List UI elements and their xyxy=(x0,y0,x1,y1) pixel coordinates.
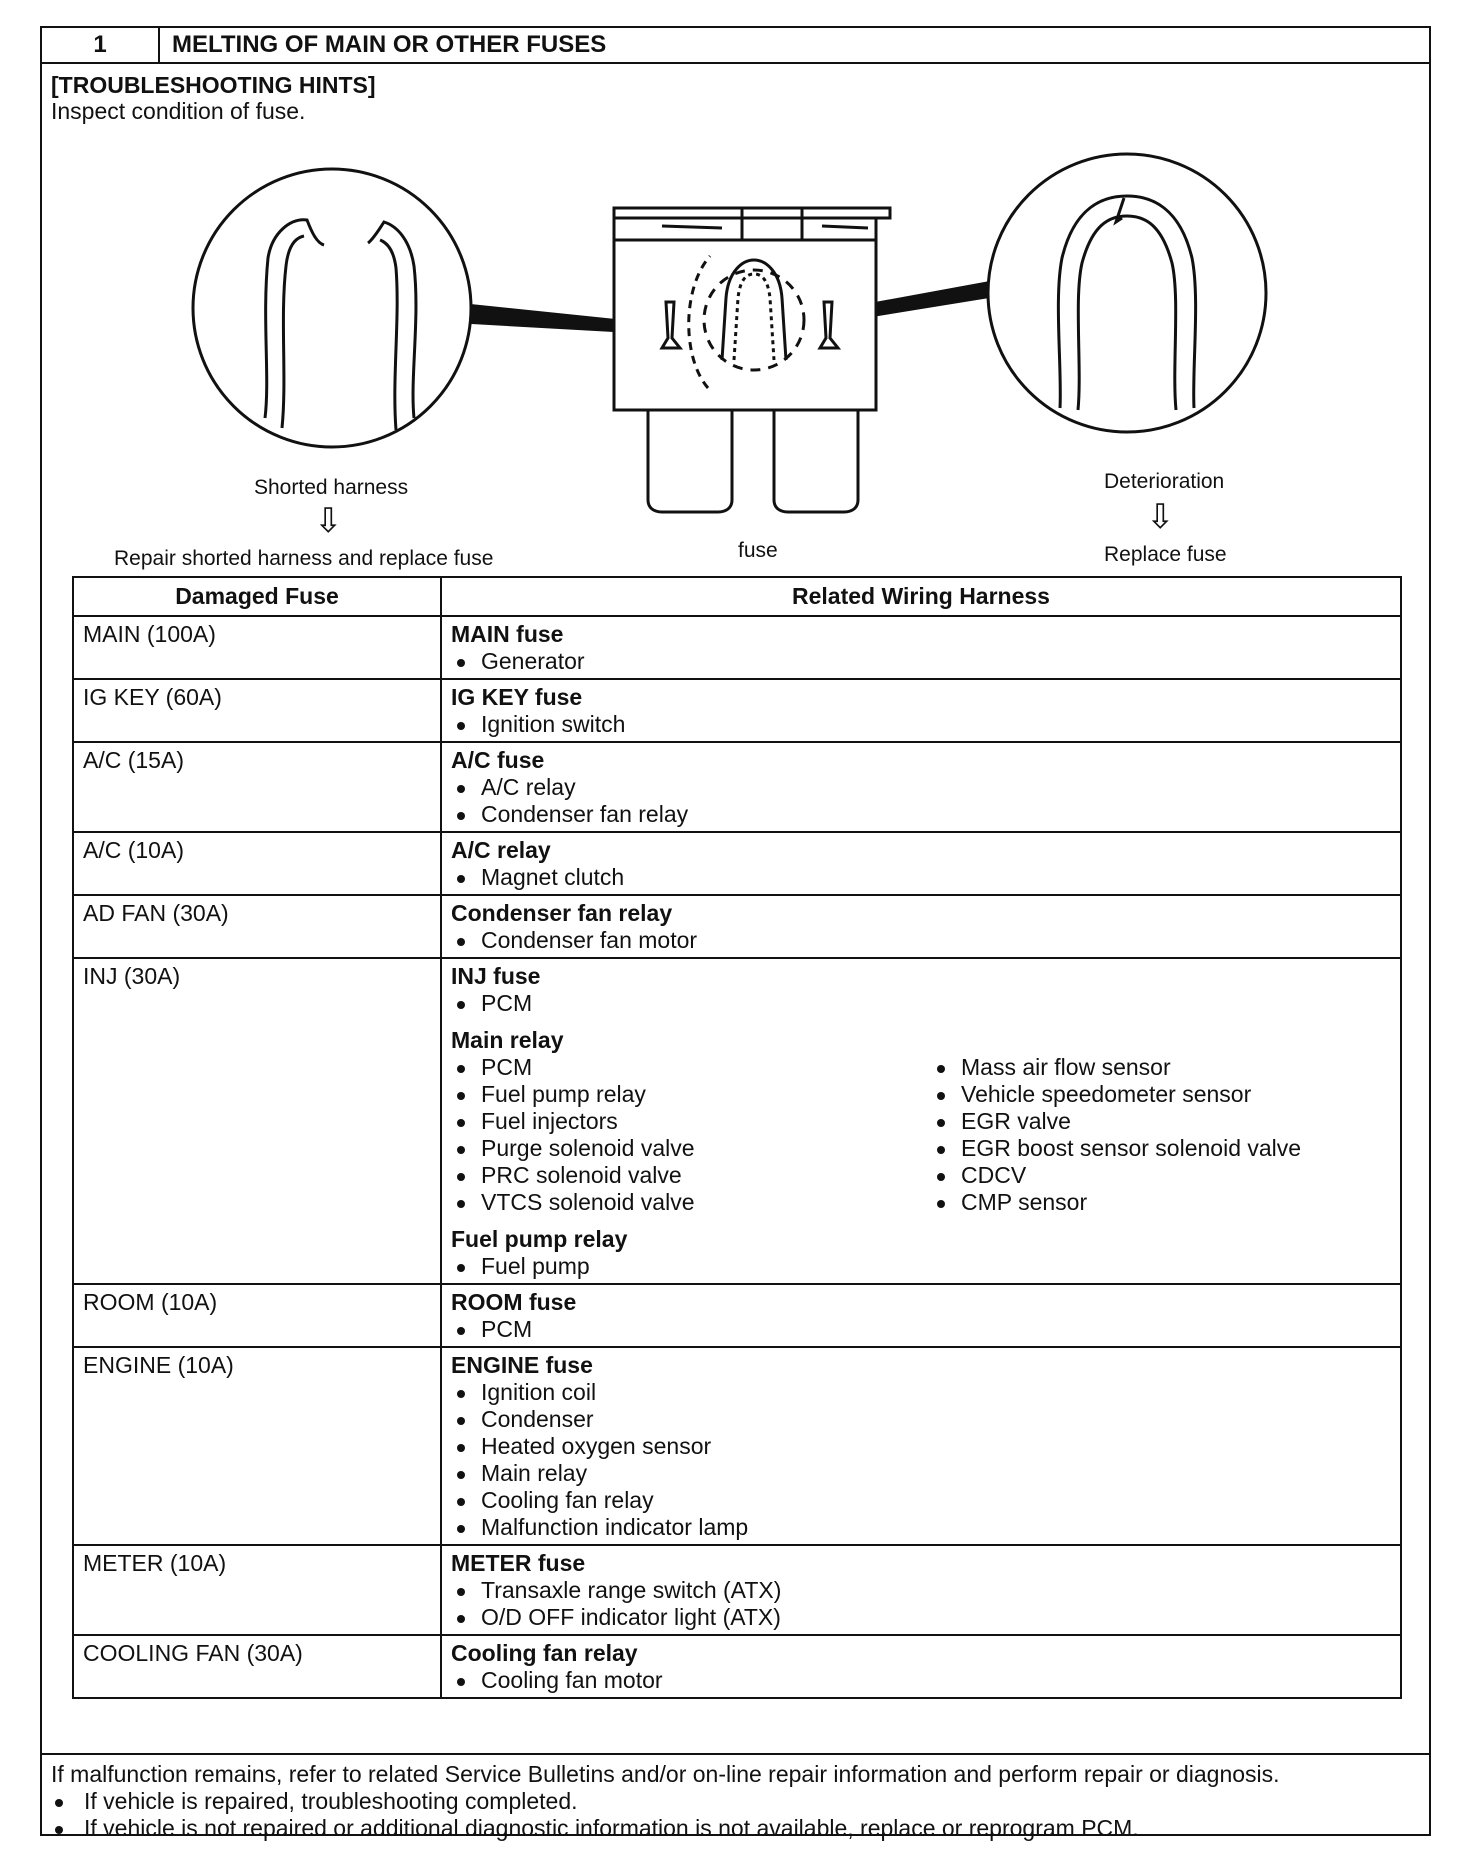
column-header: Damaged Fuse xyxy=(73,577,441,616)
damaged-fuse-cell: ROOM (10A) xyxy=(73,1284,441,1347)
harness-item: Generator xyxy=(451,648,1391,675)
footer-text: If malfunction remains, refer to related Service Bulletins and/or on-line repair information and perform repair or diagnosis. xyxy=(51,1761,1280,1787)
harness-group xyxy=(451,1352,1391,1541)
harness-item: EGR boost sensor solenoid valve xyxy=(931,1135,1411,1162)
harness-item: Ignition coil xyxy=(451,1379,1391,1406)
harness-list xyxy=(451,1379,1391,1541)
related-harness-cell xyxy=(441,832,1401,895)
harness-item: VTCS solenoid valve xyxy=(451,1189,931,1216)
harness-group xyxy=(451,1640,1391,1694)
footer-bullet: If vehicle is repaired, troubleshooting completed. xyxy=(51,1788,1421,1815)
procedure-frame xyxy=(40,26,1431,1841)
fuse-caption: fuse xyxy=(738,539,778,562)
harness-group-title: Main relay xyxy=(451,1027,564,1053)
harness-item: Cooling fan relay xyxy=(451,1487,1391,1514)
table-row xyxy=(73,832,1401,895)
table-header-row xyxy=(73,577,1401,616)
footer-note xyxy=(51,1761,1421,1842)
table-row xyxy=(73,895,1401,958)
step-number: 1 xyxy=(42,28,160,62)
damaged-fuse-cell: A/C (10A) xyxy=(73,832,441,895)
table-row xyxy=(73,958,1401,1284)
harness-group xyxy=(451,900,1391,954)
step-title: MELTING OF MAIN OR OTHER FUSES xyxy=(172,31,607,58)
related-harness-cell xyxy=(441,679,1401,742)
harness-group-title: IG KEY fuse xyxy=(451,684,583,710)
harness-list xyxy=(451,774,1391,828)
shorted-harness-caption: Shorted harness xyxy=(254,476,409,499)
related-harness-cell xyxy=(441,742,1401,832)
harness-group xyxy=(451,1550,1391,1631)
step-header xyxy=(42,28,1429,64)
harness-group-title: Cooling fan relay xyxy=(451,1640,638,1666)
harness-list xyxy=(451,648,1391,675)
related-harness-cell xyxy=(441,1347,1401,1545)
fuse-illustration xyxy=(42,148,1433,588)
harness-group-title: METER fuse xyxy=(451,1550,586,1576)
damaged-fuse-cell: A/C (15A) xyxy=(73,742,441,832)
damaged-fuse-cell: METER (10A) xyxy=(73,1545,441,1635)
footer-bullet: If vehicle is not repaired or additional diagnostic information is not available, replace or reprogram PCM. xyxy=(51,1815,1421,1842)
deterioration-caption: Deterioration xyxy=(1104,470,1225,493)
harness-group-title: A/C fuse xyxy=(451,747,545,773)
harness-item: Heated oxygen sensor xyxy=(451,1433,1391,1460)
repair-action-caption: Repair shorted harness and replace fuse xyxy=(114,547,494,570)
harness-list xyxy=(451,1316,1391,1343)
table-row xyxy=(73,616,1401,679)
harness-list xyxy=(451,1577,1391,1631)
harness-two-column-list xyxy=(451,1054,1391,1216)
damaged-fuse-cell: ENGINE (10A) xyxy=(73,1347,441,1545)
harness-item: Fuel pump xyxy=(451,1253,1391,1280)
harness-item: Fuel injectors xyxy=(451,1108,931,1135)
harness-group-title: INJ fuse xyxy=(451,963,541,989)
harness-group xyxy=(451,747,1391,828)
harness-group xyxy=(451,837,1391,891)
table-row xyxy=(73,1635,1401,1698)
fuse-diagram xyxy=(42,148,1433,588)
harness-group xyxy=(451,621,1391,675)
harness-item: PRC solenoid valve xyxy=(451,1162,931,1189)
down-arrow-icon: ⇩ xyxy=(1146,498,1175,536)
harness-group-title: MAIN fuse xyxy=(451,621,564,647)
harness-item: Transaxle range switch (ATX) xyxy=(451,1577,1391,1604)
related-harness-cell xyxy=(441,895,1401,958)
harness-group xyxy=(451,1289,1391,1343)
harness-group xyxy=(451,963,1391,1017)
damaged-fuse-cell: COOLING FAN (30A) xyxy=(73,1635,441,1698)
harness-item: Condenser fan relay xyxy=(451,801,1391,828)
harness-item: EGR valve xyxy=(931,1108,1411,1135)
harness-item: Main relay xyxy=(451,1460,1391,1487)
harness-item: O/D OFF indicator light (ATX) xyxy=(451,1604,1391,1631)
harness-group xyxy=(451,1226,1391,1280)
replace-action-caption: Replace fuse xyxy=(1104,543,1227,566)
harness-list xyxy=(451,864,1391,891)
footer-divider xyxy=(42,1753,1429,1755)
table-row xyxy=(73,1284,1401,1347)
harness-item: Mass air flow sensor xyxy=(931,1054,1411,1081)
related-harness-cell xyxy=(441,958,1401,1284)
table-row xyxy=(73,1347,1401,1545)
table-row xyxy=(73,679,1401,742)
hints-title: [TROUBLESHOOTING HINTS] xyxy=(51,72,376,98)
related-harness-cell xyxy=(441,1635,1401,1698)
harness-item: CDCV xyxy=(931,1162,1411,1189)
related-harness-cell xyxy=(441,1545,1401,1635)
damaged-fuse-cell: IG KEY (60A) xyxy=(73,679,441,742)
harness-item: Fuel pump relay xyxy=(451,1081,931,1108)
related-harness-cell xyxy=(441,616,1401,679)
harness-list xyxy=(451,711,1391,738)
harness-item: A/C relay xyxy=(451,774,1391,801)
harness-item: Malfunction indicator lamp xyxy=(451,1514,1391,1541)
harness-item: Vehicle speedometer sensor xyxy=(931,1081,1411,1108)
related-harness-cell xyxy=(441,1284,1401,1347)
harness-list xyxy=(451,1667,1391,1694)
harness-list xyxy=(931,1054,1411,1216)
harness-list xyxy=(451,1054,931,1216)
down-arrow-icon: ⇩ xyxy=(314,502,343,540)
harness-group xyxy=(451,1027,1391,1216)
harness-item: Condenser xyxy=(451,1406,1391,1433)
harness-group-title: ROOM fuse xyxy=(451,1289,577,1315)
damaged-fuse-cell: AD FAN (30A) xyxy=(73,895,441,958)
harness-group xyxy=(451,684,1391,738)
harness-item: Ignition switch xyxy=(451,711,1391,738)
damaged-fuse-cell: MAIN (100A) xyxy=(73,616,441,679)
harness-item: Magnet clutch xyxy=(451,864,1391,891)
harness-item: Cooling fan motor xyxy=(451,1667,1391,1694)
harness-item: Condenser fan motor xyxy=(451,927,1391,954)
table-row xyxy=(73,742,1401,832)
harness-item: PCM xyxy=(451,1054,931,1081)
harness-item: Purge solenoid valve xyxy=(451,1135,931,1162)
damaged-fuse-cell: INJ (30A) xyxy=(73,958,441,1284)
column-header: Related Wiring Harness xyxy=(441,577,1401,616)
harness-group-title: Fuel pump relay xyxy=(451,1226,628,1252)
harness-group-title: ENGINE fuse xyxy=(451,1352,593,1378)
harness-item: PCM xyxy=(451,1316,1391,1343)
harness-list xyxy=(451,990,1391,1017)
table-row xyxy=(73,1545,1401,1635)
harness-list xyxy=(451,1253,1391,1280)
harness-item: PCM xyxy=(451,990,1391,1017)
harness-item: CMP sensor xyxy=(931,1189,1411,1216)
fuse-harness-table xyxy=(72,576,1402,1699)
harness-group-title: A/C relay xyxy=(451,837,551,863)
harness-list xyxy=(451,927,1391,954)
hints-text: Inspect condition of fuse. xyxy=(51,98,306,124)
harness-group-title: Condenser fan relay xyxy=(451,900,673,926)
